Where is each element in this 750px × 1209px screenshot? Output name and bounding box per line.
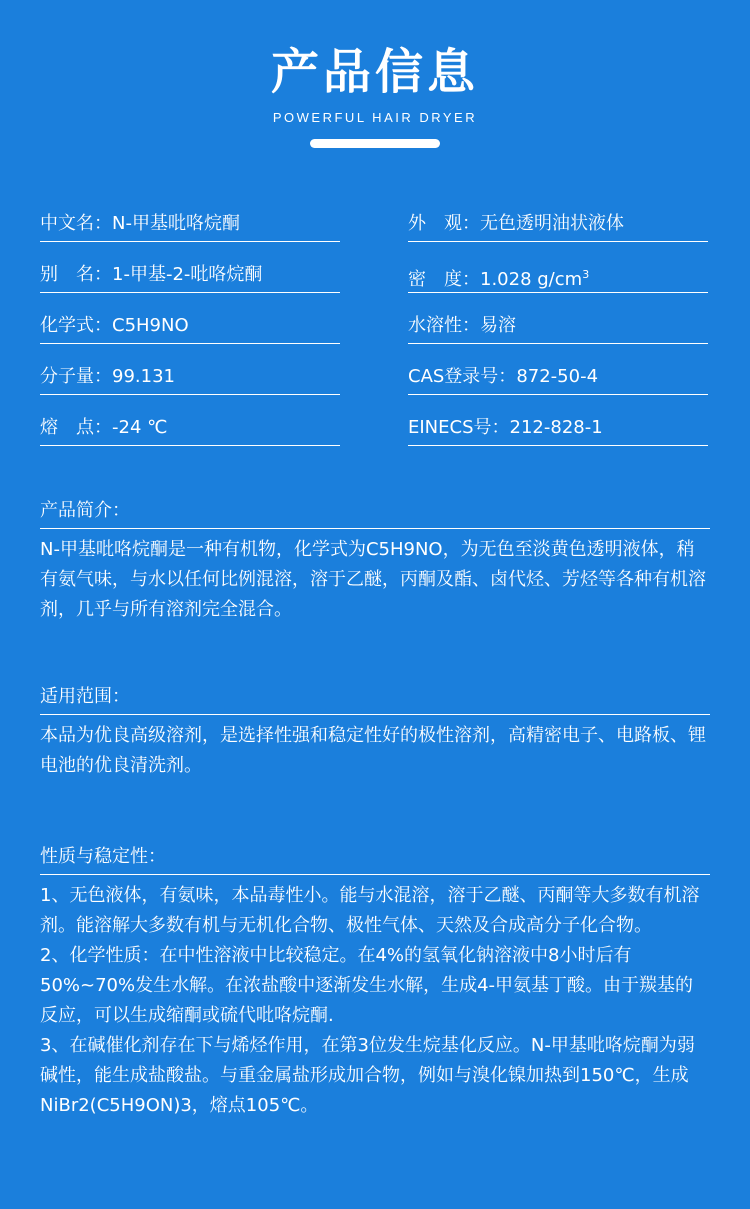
title-underline-bar xyxy=(310,139,440,148)
spec-alias xyxy=(40,257,340,293)
page-subtitle: POWERFUL HAIR DRYER xyxy=(272,110,478,125)
spec-appearance xyxy=(408,206,708,242)
scope-section xyxy=(40,682,710,781)
spec-chinese-name xyxy=(40,206,340,242)
spec-column-right xyxy=(408,206,708,461)
section-body xyxy=(40,881,710,1121)
property-item: 2、化学性质：在中性溶液中比较稳定。在4%的氢氧化钠溶液中8小时后有50%~70%发生水解。在浓盐酸中逐渐发生水解，生成4-甲氨基丁酸。由于羰基的反应，可以生成缩酮或硫代吡咯烷酮. xyxy=(40,945,694,1026)
spec-value: 872-50-4 xyxy=(516,366,599,387)
header xyxy=(0,40,750,148)
intro-section xyxy=(40,496,710,625)
spec-label: 密 度： xyxy=(408,269,480,290)
spec-value: -24 ℃ xyxy=(112,417,168,438)
spec-label: CAS登录号： xyxy=(408,366,517,387)
spec-value: 易溶 xyxy=(480,315,516,336)
spec-value: 99.131 xyxy=(112,366,175,387)
spec-value: N-甲基吡咯烷酮 xyxy=(112,213,240,234)
spec-label: 外 观： xyxy=(408,213,480,234)
spec-label: 化学式： xyxy=(40,315,112,336)
section-body xyxy=(40,535,710,625)
spec-value: C5H9NO xyxy=(112,315,189,336)
spec-label: 别 名： xyxy=(40,264,112,285)
spec-value: 无色透明油状液体 xyxy=(480,213,624,234)
property-item: 1、无色液体，有氨味，本品毒性小。能与水混溶，溶于乙醚、丙酮等大多数有机溶剂。能溶解大多数有机与无机化合物、极性气体、天然及合成高分子化合物。 xyxy=(40,885,700,936)
spec-value: 212-828-1 xyxy=(509,417,603,438)
page-title: 产品信息 xyxy=(270,44,479,100)
spec-column-left xyxy=(40,206,340,461)
spec-cas-number xyxy=(408,359,708,395)
spec-value: 1-甲基-2-吡咯烷酮 xyxy=(112,264,263,285)
spec-value: 1.028 g/cm xyxy=(480,269,583,290)
section-title: 产品简介： xyxy=(40,496,710,529)
spec-label: EINECS号： xyxy=(408,417,510,438)
spec-label: 熔 点： xyxy=(40,417,112,438)
spec-label: 分子量： xyxy=(40,366,112,387)
property-item: 3、在碱催化剂存在下与烯烃作用，在第3位发生烷基化反应。N-甲基吡咯烷酮为弱碱性，能生成盐酸盐。与重金属盐形成加合物，例如与溴化镍加热到150℃，生成NiBr2(C5H9ON)3，熔点105℃。 xyxy=(40,1035,695,1116)
section-title: 适用范围： xyxy=(40,682,710,715)
section-title: 性质与稳定性： xyxy=(40,842,710,875)
intro-text: N-甲基吡咯烷酮是一种有机物，化学式为C5H9NO，为无色至淡黄色透明液体，稍有氨气味，与水以任何比例混溶，溶于乙醚，丙酮及酯、卤代烃、芳烃等各种有机溶剂，几乎与所有溶剂完全混合。 xyxy=(40,539,706,620)
spec-molecular-weight xyxy=(40,359,340,395)
spec-label: 水溶性： xyxy=(408,315,480,336)
spec-density xyxy=(408,257,708,293)
spec-einecs-number xyxy=(408,410,708,446)
section-body xyxy=(40,721,710,781)
spec-formula xyxy=(40,308,340,344)
spec-melting-point xyxy=(40,410,340,446)
properties-section xyxy=(40,842,710,1121)
spec-superscript: 3 xyxy=(582,268,590,281)
spec-label: 中文名： xyxy=(40,213,112,234)
spec-water-solubility xyxy=(408,308,708,344)
scope-text: 本品为优良高级溶剂，是选择性强和稳定性好的极性溶剂，高精密电子、电路板、锂电池的优良清洗剂。 xyxy=(40,725,706,776)
